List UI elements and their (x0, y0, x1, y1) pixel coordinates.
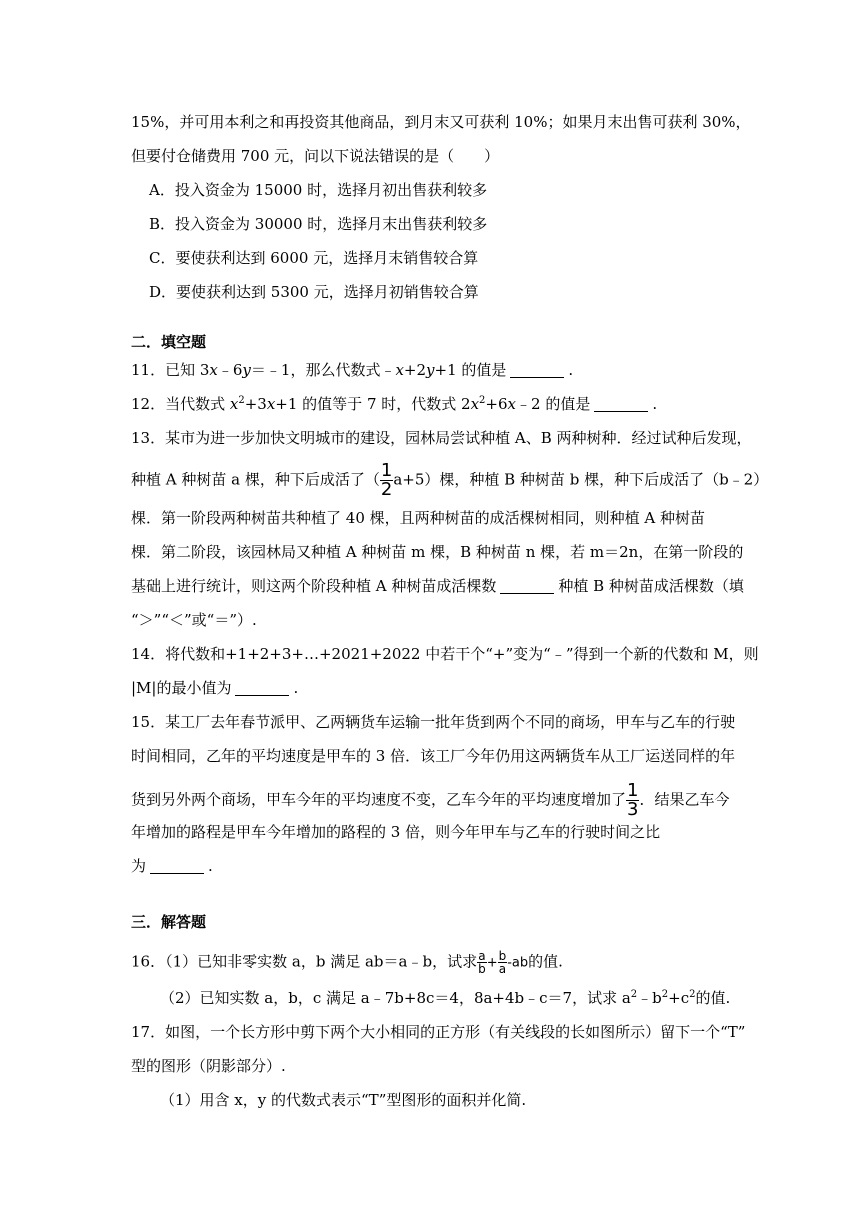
q15-line5: 为 . (131, 857, 213, 875)
q13-line4: 棵．第二阶段，该园林局又种植 A 种树苗 m 棵，B 种树苗 n 棵，若 m＝2n，在第一阶段的 (131, 543, 744, 561)
q17-line2: 型的图形（阴影部分）. (131, 1057, 286, 1075)
q16-line2: （2）已知实数 a，b，c 满足 a﹣7b+8c＝4，8a+4b﹣c＝7，试求 $a^2﹣b^2+c^2$的值. (160, 989, 731, 1007)
q17-line3: （1）用含 x，y 的代数式表示“T”型图形的面积并化简. (160, 1091, 527, 1109)
q16-line1: 16．（1）已知非零实数 a，b 满足 ab＝a﹣b，试求 $\frac{a}{b}$ + $\frac{b}{a}$ -ab的值. (131, 949, 563, 976)
section-heading-solutions: 三．解答题 (131, 913, 207, 931)
q16-fraction-b-over-a: $\frac{b}{a}$ (498, 949, 507, 976)
q15-line1: 15．某工厂去年春节派甲、乙两辆货车运输一批年货到两个不同的商场，甲车与乙车的行驶 (131, 713, 736, 731)
q10-option-c: C．要使获利达到 6000 元，选择月末销售较合算 (149, 249, 479, 267)
q15-line2: 时间相同，乙年的平均速度是甲车的 3 倍．该工厂今年仍用这两辆货车从工厂运送同样的年 (131, 747, 736, 765)
q13-line2: 种植 A 种树苗 a 棵，种下后成活了（ $\frac{1}{2}$ a+5）棵，种植 B 种树苗 b 棵，种下后成活了（b﹣2） (131, 460, 769, 500)
section-heading-fill-in: 二．填空题 (131, 333, 207, 351)
q14-line1: 14．将代数和+1+2+3+…+2021+2022 中若干个“+”变为“﹣”得到一个新的代数和 M，则 (131, 645, 759, 663)
q10-text-line2: 但要付仓储费用 700 元，问以下说法错误的是（ ） (131, 147, 500, 165)
q10-option-d: D．要使获利达到 5300 元，选择月初销售较合算 (149, 283, 479, 301)
q12-answer-blank[interactable] (594, 397, 648, 412)
q15-answer-blank[interactable] (150, 859, 204, 874)
q15-line3: 货到另外两个商场，甲车今年的平均速度不变，乙车今年的平均速度增加了 $\frac{1}{3}$ ．结果乙车今 (131, 780, 730, 820)
q13-answer-blank[interactable] (500, 579, 554, 594)
q10-option-b: B．投入资金为 30000 时，选择月末出售获利较多 (149, 215, 488, 233)
q17-line1: 17．如图，一个长方形中剪下两个大小相同的正方形（有关线段的长如图所示）留下一个“T” (131, 1023, 746, 1041)
q11-text: 11．已知 3x﹣6y＝﹣1，那么代数式﹣x+2y+1 的值是 . (131, 361, 574, 379)
q13-fraction: $\frac{1}{2}$ (380, 460, 393, 500)
q13-line3: 棵．第一阶段两种树苗共种植了 40 棵，且两种树苗的成活棵树相同，则种植 A 种树苗 (131, 509, 705, 527)
q13-line6: “＞”“＜”或“＝”）. (131, 611, 257, 629)
q13-line5: 基础上进行统计，则这两个阶段种植 A 种树苗成活棵数 种植 B 种树苗成活棵数（填 (131, 577, 744, 595)
q14-line2: |M|的最小值为 . (131, 679, 299, 697)
q14-answer-blank[interactable] (235, 681, 289, 696)
q10-text-line1: 15%，并可用本利之和再投资其他商品，到月末又可获利 10%；如果月末出售可获利 30%， (131, 113, 751, 131)
q13-line1: 13．某市为进一步加快文明城市的建设，园林局尝试种植 A、B 两种树种．经过试种后发现， (131, 429, 752, 447)
q15-line4: 年增加的路程是甲车今年增加的路程的 3 倍，则今年甲车与乙车的行驶时间之比 (131, 823, 661, 841)
q11-answer-blank[interactable] (510, 363, 564, 378)
q10-option-a: A．投入资金为 15000 时，选择月初出售获利较多 (149, 181, 488, 199)
q12-text: 12．当代数式 $x^2+3x+1$ 的值等于 7 时，代数式 $2x^2+6x﹣2$ 的值是 . (131, 395, 658, 413)
q16-fraction-a-over-b: $\frac{a}{b}$ (478, 949, 486, 976)
q15-fraction: $\frac{1}{3}$ (627, 780, 639, 820)
